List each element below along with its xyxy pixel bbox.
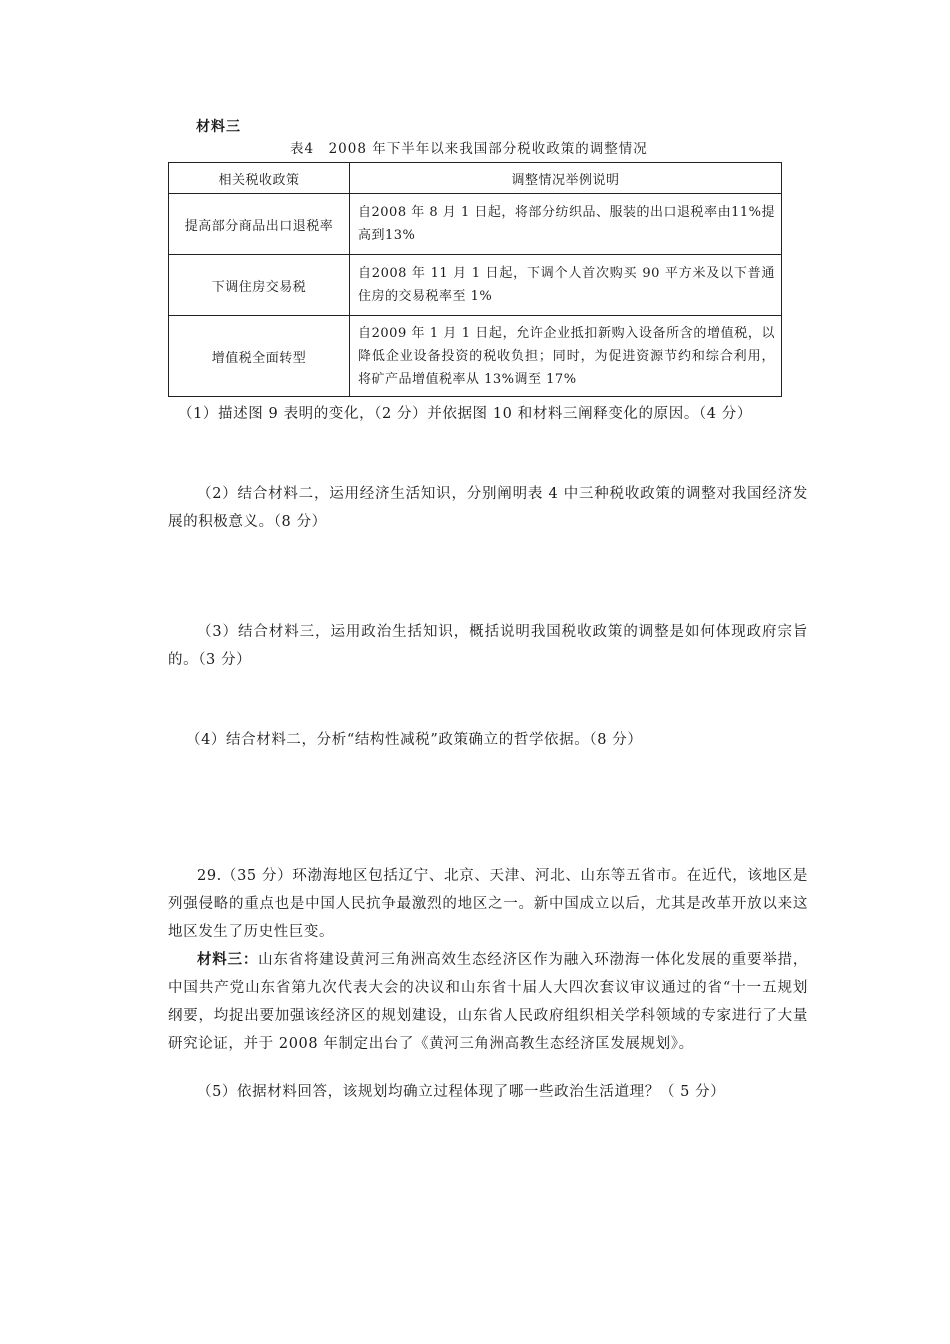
question-4: （4）结合材料二，分析“结构性减税”政策确立的哲学依据。（8 分） — [186, 732, 643, 748]
table-cell-description: 自2009 年 1 月 1 日起，允许企业抵扣新购入设备所含的增值税，以降低企业设备投资的税收负担；同时，为促进资源节约和综合利用，将矿产品增值税率从 13%调至 17% — [350, 316, 782, 397]
table-row — [169, 316, 782, 397]
table-caption: 表4 2008 年下半年以来我国部分税收政策的调整情况 — [290, 141, 648, 157]
table-cell-policy: 下调住房交易税 — [169, 255, 350, 316]
tax-policy-table — [168, 162, 782, 397]
question-5: （5）依据材料回答，该规划均确立过程体现了哪一些政治生活道理？（ 5 分） — [197, 1084, 726, 1100]
table-header-policy: 相关税收政策 — [169, 163, 350, 194]
table-cell-description: 自2008 年 8 月 1 日起，将部分纺织品、服装的出口退税率由11%提高到13% — [350, 194, 782, 255]
table-header-row — [169, 163, 782, 194]
table-row — [169, 255, 782, 316]
table-cell-policy: 增值税全面转型 — [169, 316, 350, 397]
table-header-description: 调整情况举例说明 — [350, 163, 782, 194]
table-cell-description: 自2008 年 11 月 1 日起，下调个人首次购买 90 平方米及以下普通住房的交易税率至 1% — [350, 255, 782, 316]
question-1: （1）描述图 9 表明的变化，（2 分）并依据图 10 和材料三阐释变化的原因。（4 分） — [178, 406, 753, 422]
question-29-intro: 29.（35 分）环渤海地区包括辽宁、北京、天津、河北、山东等五省市。在近代，该地区是列强侵略的重点也是中国人民抗争最激烈的地区之一。新中国成立以后，尤其是改革开放以来这地区发生了历史性巨变。 — [168, 868, 808, 940]
material-three-paragraph — [168, 946, 808, 1058]
material-three-label: 材料三 — [196, 119, 241, 135]
table-cell-policy: 提高部分商品出口退税率 — [169, 194, 350, 255]
material-three-inline-label: 材料三： — [197, 951, 259, 968]
material-three-text: 山东省将建设黄河三角洲高效生态经济区作为融入环渤海一体化发展的重要举措，中国共产党山东省第九次代表大会的决议和山东省十届人大四次套议审议通过的省“十一五规划纲要，均捉出要加强该经济区的规划建设，山东省人民政府组织相关学科领域的专家进行了大量研究论证，并于 2008 年制定出台了《黄河三角洲高教生态经济匡发展规划》。 — [168, 952, 808, 1052]
table-row — [169, 194, 782, 255]
question-2: （2）结合材料二，运用经济生活知识，分别阐明表 4 中三种税收政策的调整对我国经济发展的积极意义。（8 分） — [168, 486, 808, 530]
question-3: （3）结合材料三，运用政治生括知识，概括说明我国税收政策的调整是如何体现政府宗旨的。（3 分） — [168, 624, 808, 668]
